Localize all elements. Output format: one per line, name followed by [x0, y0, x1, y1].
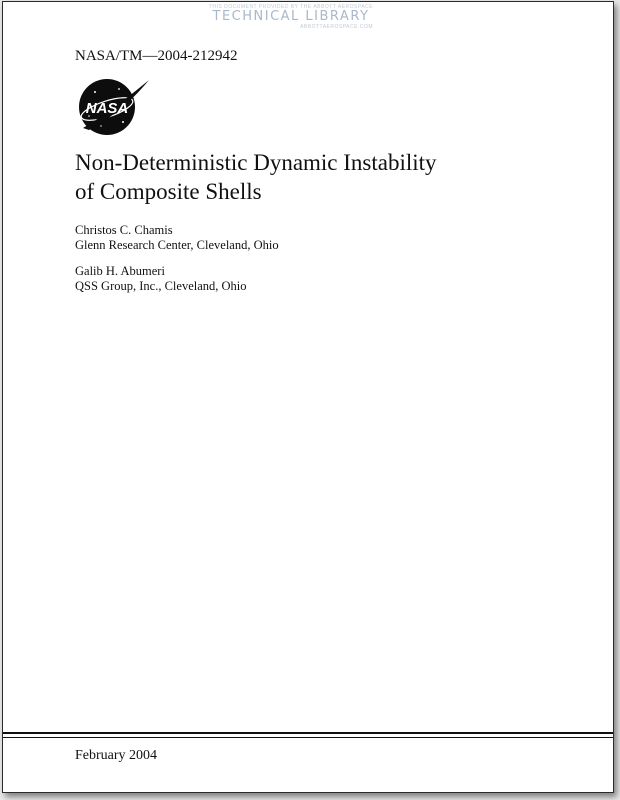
author-affiliation: QSS Group, Inc., Cleveland, Ohio — [75, 279, 247, 293]
watermark-main-text: TECHNICAL LIBRARY — [212, 9, 370, 24]
publication-date: February 2004 — [75, 748, 158, 763]
report-number: NASA/TM—2004-212942 — [75, 48, 238, 64]
author-block — [75, 223, 279, 253]
watermark-bottom-text: ABBOTTAEROSPACE.COM — [300, 24, 373, 30]
title-line-2: of Composite Shells — [75, 179, 262, 204]
author-name: Christos C. Chamis — [75, 223, 173, 237]
author-name: Galib H. Abumeri — [75, 264, 165, 278]
title-line-1: Non-Deterministic Dynamic Instability — [75, 150, 437, 175]
author-block — [75, 264, 247, 294]
watermark — [201, 4, 381, 40]
document-title — [75, 148, 535, 206]
footer-divider — [3, 732, 613, 734]
watermark-top-text: THIS DOCUMENT PROVIDED BY THE ABBOTT AEROSPACE — [208, 4, 374, 10]
author-affiliation: Glenn Research Center, Cleveland, Ohio — [75, 238, 279, 252]
document-page — [2, 1, 614, 793]
nasa-logo — [75, 76, 151, 138]
nasa-logo-text: NASA — [85, 100, 129, 117]
footer-divider-thin — [3, 737, 613, 738]
